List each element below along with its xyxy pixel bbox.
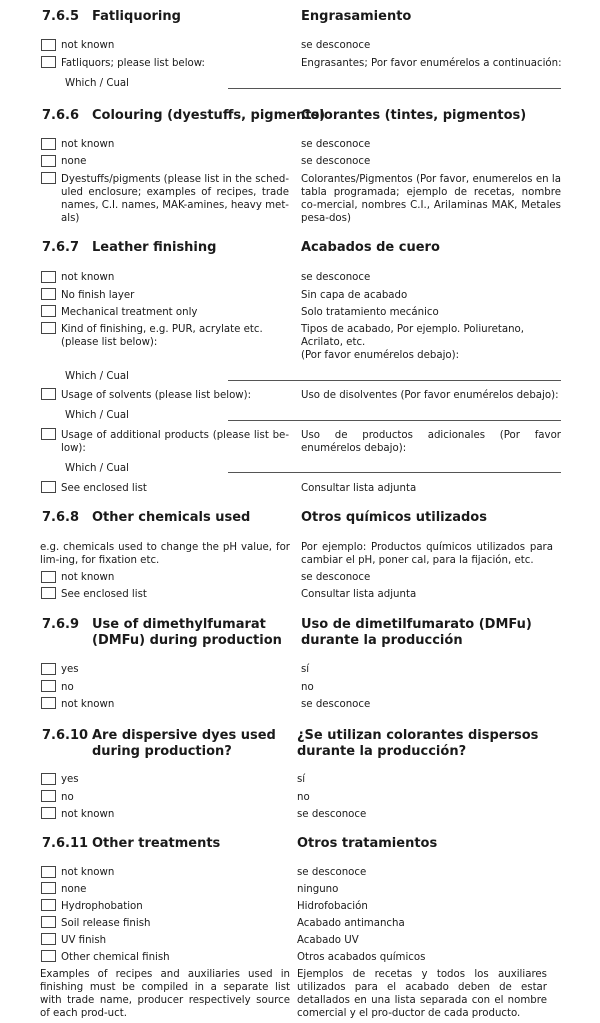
- checkbox[interactable]: [41, 56, 56, 68]
- section-title-en: Colouring (dyestuffs, pigments): [92, 108, 326, 123]
- option-label-es: se desconoce: [301, 272, 371, 283]
- checkbox[interactable]: [41, 933, 56, 945]
- option-label-en: Usage of additional products (please list be-low):: [61, 430, 289, 454]
- answer-line[interactable]: [228, 420, 561, 421]
- option-label-es: se desconoce: [297, 809, 367, 820]
- option-label-es: no: [297, 792, 310, 803]
- option-label-es: Consultar lista adjunta: [301, 589, 417, 600]
- section-note-es: Por ejemplo: Productos químicos utilizados para cambiar el pH, poner cal, para la fijación, etc.: [301, 542, 553, 566]
- section-number: 7.6.5: [42, 9, 80, 24]
- checkbox[interactable]: [41, 882, 56, 894]
- section-number: 7.6.8: [42, 510, 80, 525]
- option-label-es: Solo tratamiento mecánico: [301, 307, 439, 318]
- option-label-en: not known: [61, 699, 115, 710]
- option-label-en: no: [61, 792, 74, 803]
- option-label-en: not known: [61, 809, 115, 820]
- section-title-es: Otros químicos utilizados: [301, 510, 487, 525]
- option-label-es: se desconoce: [301, 139, 371, 150]
- checkbox[interactable]: [41, 39, 56, 51]
- section-title-es: Uso de dimetilfumarato (DMFu) durante la producción: [301, 617, 532, 648]
- option-label-es: se desconoce: [301, 699, 371, 710]
- option-label-en: Other chemical finish: [61, 952, 170, 963]
- option-label-en: Fatliquors; please list below:: [61, 58, 205, 69]
- checkbox[interactable]: [41, 322, 56, 334]
- option-label-en: UV finish: [61, 935, 107, 946]
- option-label-es: Consultar lista adjunta: [301, 483, 417, 494]
- section-number: 7.6.10: [42, 728, 89, 743]
- option-label-es-note: (Por favor enumérelos debajo):: [301, 350, 460, 361]
- section-title-es: Otros tratamientos: [297, 836, 438, 851]
- section-note-en: Examples of recipes and auxiliaries used in finishing must be compiled in a separate list with trade name, producer respectively source of each prod-uct.: [40, 969, 290, 1019]
- option-label-es: se desconoce: [301, 156, 371, 167]
- checkbox[interactable]: [41, 571, 56, 583]
- checkbox[interactable]: [41, 155, 56, 167]
- option-label-es: se desconoce: [297, 867, 367, 878]
- section-title-en: Other chemicals used: [92, 510, 251, 525]
- checkbox[interactable]: [41, 172, 56, 184]
- option-label-en: Kind of finishing, e.g. PUR, acrylate etc. (please list below):: [61, 324, 263, 348]
- section-title-es: Acabados de cuero: [301, 240, 440, 255]
- option-label-es: Tipos de acabado, Por ejemplo. Poliuretano, Acrilato, etc.: [301, 324, 525, 348]
- option-label-es: Sin capa de acabado: [301, 290, 408, 301]
- option-label-en: Usage of solvents (please list below):: [61, 390, 252, 401]
- option-label-en: not known: [61, 272, 115, 283]
- checkbox[interactable]: [41, 587, 56, 599]
- checkbox[interactable]: [41, 138, 56, 150]
- option-label-es: Uso de disolventes (Por favor enumérelos debajo):: [301, 390, 559, 401]
- section-title-en: Leather finishing: [92, 240, 217, 255]
- option-label-en: yes: [61, 774, 79, 785]
- option-label-en: Soil release finish: [61, 918, 151, 929]
- which-label: Which / Cual: [65, 410, 129, 421]
- option-label-en: none: [61, 884, 87, 895]
- option-label-en: See enclosed list: [61, 483, 147, 494]
- checkbox[interactable]: [41, 481, 56, 493]
- option-label-es: no: [301, 682, 314, 693]
- section-title-en: Are dispersive dyes used during production?: [92, 728, 276, 759]
- checkbox[interactable]: [41, 866, 56, 878]
- checkbox[interactable]: [41, 916, 56, 928]
- option-label-es: ninguno: [297, 884, 339, 895]
- option-label-en: not known: [61, 572, 115, 583]
- section-title-en: Other treatments: [92, 836, 221, 851]
- section-number: 7.6.9: [42, 617, 80, 632]
- option-label-es: se desconoce: [301, 572, 371, 583]
- section-number: 7.6.6: [42, 108, 80, 123]
- which-label: Which / Cual: [65, 78, 129, 89]
- answer-line[interactable]: [228, 88, 561, 89]
- option-label-en: Hydrophobation: [61, 901, 143, 912]
- option-label-en: No finish layer: [61, 290, 135, 301]
- section-title-es: Engrasamiento: [301, 9, 412, 24]
- section-number: 7.6.11: [42, 836, 89, 851]
- checkbox[interactable]: [41, 899, 56, 911]
- option-label-es: Hidrofobación: [297, 901, 368, 912]
- option-label-en: no: [61, 682, 74, 693]
- option-label-es: sí: [301, 664, 310, 675]
- option-label-es: Colorantes/Pigmentos (Por favor, enumerelos en la tabla programada; ejemplo de recetas, nombre co-mercial, nombres C.I., Arilaminas MAK, Metales pesa-dos): [301, 174, 561, 224]
- checkbox[interactable]: [41, 663, 56, 675]
- section-title-en: Use of dimethylfumarat (DMFu) during production: [92, 617, 282, 648]
- checkbox[interactable]: [41, 288, 56, 300]
- option-label-es: sí: [297, 774, 306, 785]
- option-label-es: Otros acabados químicos: [297, 952, 426, 963]
- section-title-en: Fatliquoring: [92, 9, 181, 24]
- answer-line[interactable]: [228, 380, 561, 381]
- option-label-es: Engrasantes; Por favor enumérelos a continuación:: [301, 58, 562, 69]
- checkbox[interactable]: [41, 271, 56, 283]
- option-label-es: Uso de productos adicionales (Por favor enumérelos debajo):: [301, 430, 561, 454]
- option-label-en: none: [61, 156, 87, 167]
- checkbox[interactable]: [41, 950, 56, 962]
- which-label: Which / Cual: [65, 371, 129, 382]
- option-label-en: not known: [61, 40, 115, 51]
- option-label-en: Mechanical treatment only: [61, 307, 198, 318]
- checkbox[interactable]: [41, 790, 56, 802]
- checkbox[interactable]: [41, 773, 56, 785]
- checkbox[interactable]: [41, 428, 56, 440]
- checkbox[interactable]: [41, 305, 56, 317]
- answer-line[interactable]: [228, 472, 561, 473]
- section-note-en: e.g. chemicals used to change the pH value, for lim-ing, for fixation etc.: [40, 542, 290, 566]
- option-label-es: se desconoce: [301, 40, 371, 51]
- which-label: Which / Cual: [65, 463, 129, 474]
- option-label-en: yes: [61, 664, 79, 675]
- option-label-en: Dyestuffs/pigments (please list in the sched-uled enclosure; examples of recipes, trade names, C.I. names, MAK-amines, heavy met-als): [61, 174, 289, 224]
- option-label-en: not known: [61, 867, 115, 878]
- section-title-es: Colorantes (tintes, pigmentos): [301, 108, 527, 123]
- section-note-es: Ejemplos de recetas y todos los auxiliares utilizados para el acabado deben de estar detallados en una lista separada con el nombre comercial y el pro-ductor de cada producto.: [297, 969, 547, 1019]
- option-label-en: not known: [61, 139, 115, 150]
- section-title-es: ¿Se utilizan colorantes dispersos durante la producción?: [297, 728, 539, 759]
- section-number: 7.6.7: [42, 240, 80, 255]
- option-label-es: Acabado antimancha: [297, 918, 405, 929]
- option-label-es: Acabado UV: [297, 935, 359, 946]
- option-label-en: See enclosed list: [61, 589, 147, 600]
- checkbox[interactable]: [41, 697, 56, 709]
- checkbox[interactable]: [41, 388, 56, 400]
- checkbox[interactable]: [41, 807, 56, 819]
- checkbox[interactable]: [41, 680, 56, 692]
